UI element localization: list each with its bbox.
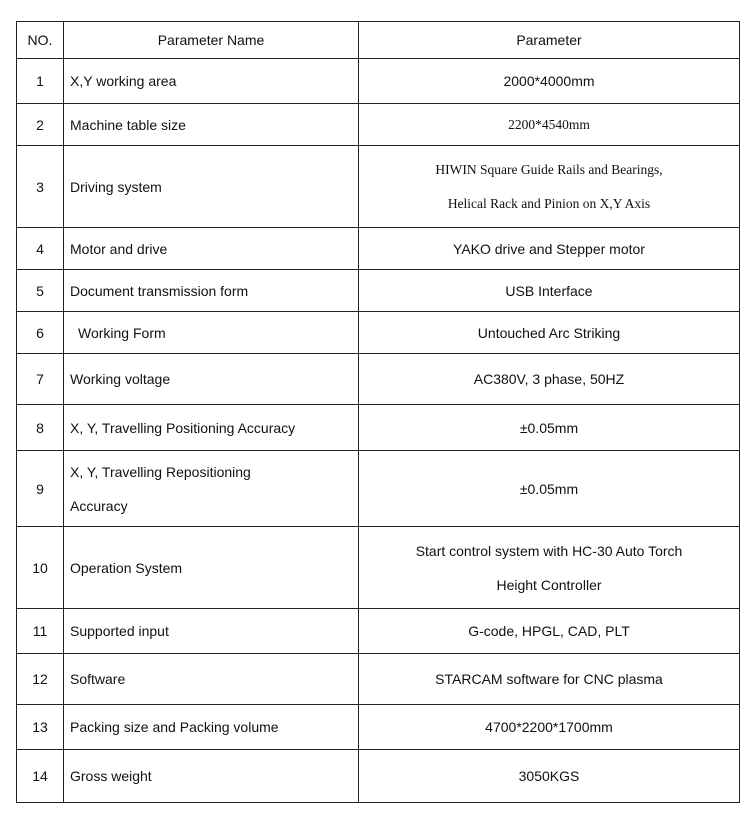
parameter-value: ±0.05mm xyxy=(359,405,740,451)
parameter-value: ±0.05mm xyxy=(359,451,740,527)
table-row xyxy=(17,750,740,803)
parameter-value-line: Helical Rack and Pinion on X,Y Axis xyxy=(447,195,651,211)
parameter-name: X,Y working area xyxy=(64,59,359,104)
row-number: 4 xyxy=(17,228,64,270)
parameter-name: Supported input xyxy=(64,609,359,654)
parameter-name-line: X, Y, Travelling Repositioning xyxy=(70,463,251,480)
parameter-name: Gross weight xyxy=(64,750,359,803)
parameter-name: Motor and drive xyxy=(64,228,359,270)
row-number: 1 xyxy=(17,59,64,104)
table-row xyxy=(17,104,740,146)
table-row xyxy=(17,451,740,527)
row-number: 3 xyxy=(17,146,64,228)
table-row xyxy=(17,146,740,228)
parameter-name: Document transmission form xyxy=(64,270,359,312)
parameter-value-line: Height Controller xyxy=(496,576,602,593)
table-row xyxy=(17,654,740,705)
row-number: 13 xyxy=(17,705,64,750)
parameter-name: Working Form xyxy=(64,312,359,354)
table-row xyxy=(17,354,740,405)
parameter-value: YAKO drive and Stepper motor xyxy=(359,228,740,270)
header-parameter-name: Parameter Name xyxy=(64,22,359,59)
parameter-value xyxy=(359,146,740,228)
parameter-name: Driving system xyxy=(64,146,359,228)
parameter-value: Untouched Arc Striking xyxy=(359,312,740,354)
parameter-value: USB Interface xyxy=(359,270,740,312)
row-number: 12 xyxy=(17,654,64,705)
parameter-name: Machine table size xyxy=(64,104,359,146)
parameter-name: Working voltage xyxy=(64,354,359,405)
row-number: 2 xyxy=(17,104,64,146)
parameter-name: Packing size and Packing volume xyxy=(64,705,359,750)
parameter-value: STARCAM software for CNC plasma xyxy=(359,654,740,705)
table-row xyxy=(17,405,740,451)
parameter-value: G-code, HPGL, CAD, PLT xyxy=(359,609,740,654)
row-number: 7 xyxy=(17,354,64,405)
parameter-name-line: Accuracy xyxy=(70,497,128,514)
table-row xyxy=(17,705,740,750)
parameter-value: 2000*4000mm xyxy=(359,59,740,104)
row-number: 9 xyxy=(17,451,64,527)
parameter-name xyxy=(64,451,359,527)
parameter-value xyxy=(359,527,740,609)
header-no: NO. xyxy=(17,22,64,59)
parameter-value: 3050KGS xyxy=(359,750,740,803)
table-row xyxy=(17,270,740,312)
row-number: 14 xyxy=(17,750,64,803)
parameter-value: 2200*4540mm xyxy=(359,104,740,146)
parameter-value-line: Start control system with HC-30 Auto Torch xyxy=(415,542,683,559)
parameter-name: Operation System xyxy=(64,527,359,609)
parameter-name: X, Y, Travelling Positioning Accuracy xyxy=(64,405,359,451)
parameter-value: 4700*2200*1700mm xyxy=(359,705,740,750)
parameter-table xyxy=(16,21,740,803)
table-row xyxy=(17,527,740,609)
parameter-name: Software xyxy=(64,654,359,705)
row-number: 11 xyxy=(17,609,64,654)
parameter-value: AC380V, 3 phase, 50HZ xyxy=(359,354,740,405)
row-number: 8 xyxy=(17,405,64,451)
parameter-value-line: HIWIN Square Guide Rails and Bearings, xyxy=(435,161,663,177)
table-row xyxy=(17,59,740,104)
header-parameter: Parameter xyxy=(359,22,740,59)
table-row xyxy=(17,312,740,354)
row-number: 5 xyxy=(17,270,64,312)
table-row xyxy=(17,228,740,270)
row-number: 6 xyxy=(17,312,64,354)
row-number: 10 xyxy=(17,527,64,609)
table-row xyxy=(17,609,740,654)
table-header-row xyxy=(17,22,740,59)
